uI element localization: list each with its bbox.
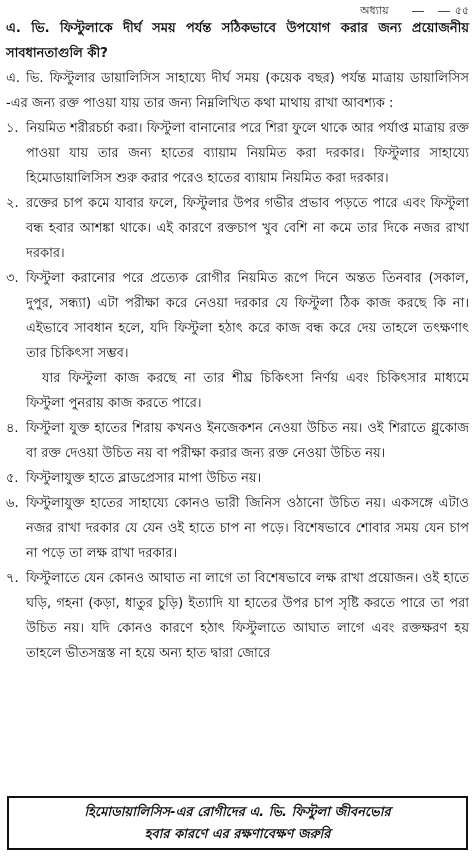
item-text: নিয়মিত শরীরচর্চা করা। ফিস্টুলা বানানোর পরে শিরা ফুলে থাকে আর পর্যাপ্ত মাত্রায় রক্ত পাওয়া যায় তার জন্য হাতের ব্যায়াম নিয়মিত করা দরকার। ফিস্টুলার সাহায্যে হিমোডায়ালিসিস শুরু করার পরেও হাতের ব্যায়াম নিয়মিত করা দরকার।	[26, 121, 469, 186]
item-subparagraph: যার ফিস্টুলা কাজ করছে না তার শীঘ্র চিকিৎসা নির্ণয় এবং চিকিৎসার মাধ্যমে ফিস্টুলা পুনরায় কাজ করতে পারে।	[26, 371, 469, 411]
item-text: ফিস্টুলা যুক্ত হাতের শিরায় কখনও ইনজেকশন নেওয়া উচিত নয়। ওই শিরাতে গ্লুকোজ বা রক্ত দেওয়া উচিত নয় বা পরীক্ষা করার জন্য রক্ত নেওয়া উচিত নয়।	[26, 421, 469, 461]
item-number: ২.	[6, 196, 19, 211]
header-rule	[438, 11, 450, 12]
page-number: ৫৫	[454, 4, 469, 17]
list-item	[6, 191, 469, 266]
item-number: ৩.	[6, 271, 19, 286]
item-number: ৫.	[6, 471, 19, 486]
item-text: ফিস্টুলাযুক্ত হাতের সাহায্যে কোনও ভারী জিনিস ওঠানো উচিত নয়। একসঙ্গে এটাও নজর রাখা দরকার যে যেন ওই হাতে চাপ না পড়ে। বিশেষভাবে শোবার সময় যেন চাপ না পড়ে তা লক্ষ রাখা দরকার।	[26, 496, 469, 561]
list-item	[6, 266, 469, 416]
list-item	[6, 416, 469, 466]
section-heading: এ. ভি. ফিস্টুলাকে দীর্ঘ সময় পর্যন্ত সঠিকভাবে উপযোগ করার জন্য প্রয়োজনীয় সাবধানতাগুলি কী?	[6, 21, 469, 61]
callout-line: হবার কারণে এর রক্ষণাবেক্ষণ জরুরি	[144, 827, 331, 842]
list-item	[6, 566, 469, 666]
precautions-list	[6, 116, 469, 666]
list-item	[6, 116, 469, 191]
item-number: ১.	[6, 121, 19, 136]
chapter-label: অধ্যায়	[360, 4, 389, 17]
list-item	[6, 466, 469, 491]
callout-line: হিমোডায়ালিসিস-এর রোগীদের এ. ভি. ফিস্টুলা জীবনভোর	[84, 805, 391, 820]
item-number: ৪.	[6, 421, 19, 436]
list-item	[6, 491, 469, 566]
intro-paragraph: এ. ভি. ফিস্টুলার ডায়ালিসিস সাহায্যে দীর্ঘ সময় (কয়েক বছর) পর্যন্ত মাত্রায় ডায়ালিসিস -এর জন্য রক্ত পাওয়া যায় তার জন্য নিম্নলিখিত কথা মাথায় রাখা আবশ্যক :	[6, 71, 469, 111]
callout-box	[7, 796, 468, 850]
item-number: ৭.	[6, 571, 19, 586]
item-text: ফিস্টুলাতে যেন কোনও আঘাত না লাগে তা বিশেষভাবে লক্ষ রাখা প্রয়োজন। ওই হাতে ঘড়ি, গহনা (কড়া, ধাতুর চুড়ি) ইত্যাদি যা হাতের উপর চাপ সৃষ্টি করতে পারে তা পরা উচিত নয়। যদি কোনও কারণে হঠাৎ ফিস্টুলাতে আঘাত লাগে এবং রক্তক্ষরণ হয় তাহলে ভীতসন্ত্রস্ত না হয়ে অন্য হাত দ্বারা জোরে	[26, 571, 469, 661]
item-number: ৬.	[6, 496, 19, 511]
item-text: রক্তের চাপ কমে যাবার ফলে, ফিস্টুলার উপর গভীর প্রভাব পড়তে পারে এবং ফিস্টুলা বন্ধ হবার আশঙ্কা থাকে। এই কারণে রক্তচাপ খুব বেশি না কমে তার দিকে নজর রাখা দরকার।	[26, 196, 469, 261]
item-text: ফিস্টুলাযুক্ত হাতে ব্লাডপ্রেসার মাপা উচিত নয়।	[26, 471, 262, 486]
header-rule	[412, 11, 424, 12]
item-text: ফিস্টুলা করানোর পরে প্রত্যেক রোগীর নিয়মিত রূপে দিনে অন্তত তিনবার (সকাল, দুপুর, সন্ধ্যা) এটা পরীক্ষা করে নেওয়া দরকার যে ফিস্টুলা ঠিক কাজ করছে কি না। এইভাবে সাবধান হলে, যদি ফিস্টুলা হঠাৎ করে কাজ বন্ধ করে দেয় তাহলে তৎক্ষণাৎ তার চিকিৎসা সম্ভব।	[26, 271, 469, 361]
page-body	[6, 16, 469, 666]
